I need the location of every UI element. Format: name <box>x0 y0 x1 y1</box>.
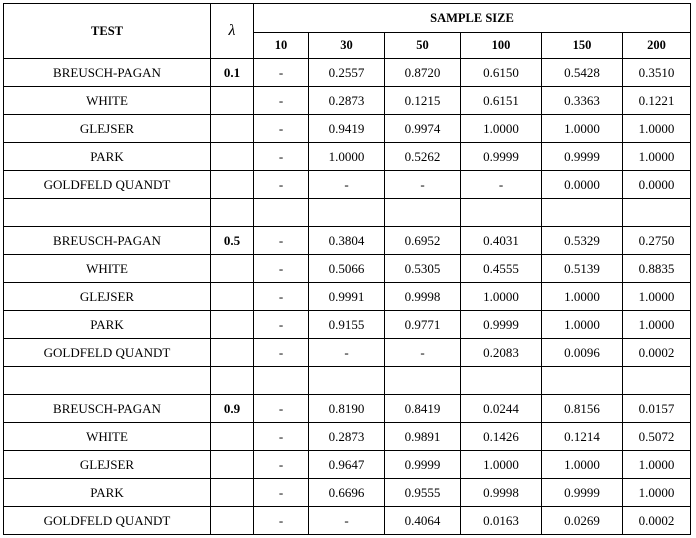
value-cell: 0.8190 <box>309 395 385 423</box>
value-cell: 0.5329 <box>542 227 623 255</box>
value-cell: 0.5262 <box>385 143 461 171</box>
value-cell: 0.9155 <box>309 311 385 339</box>
value-cell: 0.9991 <box>309 283 385 311</box>
lambda-cell <box>211 143 254 171</box>
table-row <box>4 423 691 451</box>
value-cell: 0.0002 <box>623 507 691 535</box>
value-cell: 0.6150 <box>461 59 542 87</box>
test-name-cell: BREUSCH-PAGAN <box>4 59 211 87</box>
value-cell: 0.0000 <box>623 171 691 199</box>
empty-cell <box>461 199 542 227</box>
value-cell: 0.2557 <box>309 59 385 87</box>
value-cell: 0.0000 <box>542 171 623 199</box>
test-name-cell: WHITE <box>4 255 211 283</box>
lambda-column-header <box>211 4 254 59</box>
test-name-cell: BREUSCH-PAGAN <box>4 395 211 423</box>
value-cell: 1.0000 <box>623 451 691 479</box>
empty-cell <box>385 199 461 227</box>
value-cell: 0.6151 <box>461 87 542 115</box>
value-cell: 1.0000 <box>309 143 385 171</box>
table-row <box>4 339 691 367</box>
empty-cell <box>211 199 254 227</box>
value-cell: - <box>254 143 309 171</box>
value-cell: 0.4031 <box>461 227 542 255</box>
value-cell: - <box>309 339 385 367</box>
value-cell: - <box>254 255 309 283</box>
value-cell: 1.0000 <box>542 311 623 339</box>
results-table <box>3 3 691 535</box>
sample-size-30: 30 <box>309 33 385 59</box>
test-name-cell: BREUSCH-PAGAN <box>4 227 211 255</box>
empty-cell <box>542 199 623 227</box>
value-cell: 1.0000 <box>461 115 542 143</box>
table-row <box>4 255 691 283</box>
lambda-cell <box>211 115 254 143</box>
table-row <box>4 143 691 171</box>
table-row <box>4 87 691 115</box>
value-cell: 0.8835 <box>623 255 691 283</box>
test-name-cell: PARK <box>4 311 211 339</box>
empty-cell <box>4 199 211 227</box>
lambda-cell: 0.9 <box>211 395 254 423</box>
value-cell: 1.0000 <box>461 451 542 479</box>
value-cell: 1.0000 <box>542 115 623 143</box>
value-cell: - <box>254 59 309 87</box>
value-cell: - <box>254 311 309 339</box>
value-cell: 0.1214 <box>542 423 623 451</box>
lambda-symbol: λ <box>228 22 236 39</box>
empty-cell <box>542 367 623 395</box>
table-row <box>4 507 691 535</box>
value-cell: 0.9998 <box>385 283 461 311</box>
value-cell: 1.0000 <box>623 143 691 171</box>
empty-cell <box>211 367 254 395</box>
value-cell: - <box>385 171 461 199</box>
value-cell: - <box>254 87 309 115</box>
value-cell: 0.0002 <box>623 339 691 367</box>
sample-size-150: 150 <box>542 33 623 59</box>
table-row <box>4 227 691 255</box>
value-cell: - <box>385 339 461 367</box>
sample-size-header: SAMPLE SIZE <box>254 4 691 33</box>
empty-cell <box>4 367 211 395</box>
lambda-cell <box>211 311 254 339</box>
value-cell: - <box>254 171 309 199</box>
value-cell: 0.5066 <box>309 255 385 283</box>
value-cell: 0.0269 <box>542 507 623 535</box>
value-cell: - <box>254 479 309 507</box>
empty-cell <box>254 199 309 227</box>
value-cell: - <box>309 171 385 199</box>
table-row <box>4 311 691 339</box>
empty-cell <box>461 367 542 395</box>
lambda-cell <box>211 255 254 283</box>
value-cell: 0.4555 <box>461 255 542 283</box>
table-row <box>4 395 691 423</box>
test-column-header: TEST <box>4 4 211 59</box>
test-name-cell: WHITE <box>4 87 211 115</box>
value-cell: - <box>461 171 542 199</box>
value-cell: - <box>254 227 309 255</box>
test-name-cell: PARK <box>4 479 211 507</box>
empty-cell <box>309 199 385 227</box>
value-cell: 0.5139 <box>542 255 623 283</box>
value-cell: 1.0000 <box>623 311 691 339</box>
lambda-cell <box>211 423 254 451</box>
value-cell: 0.6952 <box>385 227 461 255</box>
value-cell: 0.1221 <box>623 87 691 115</box>
value-cell: 0.9555 <box>385 479 461 507</box>
lambda-cell: 0.1 <box>211 59 254 87</box>
value-cell: 0.2083 <box>461 339 542 367</box>
value-cell: 1.0000 <box>542 283 623 311</box>
value-cell: - <box>254 115 309 143</box>
value-cell: - <box>254 507 309 535</box>
sample-size-100: 100 <box>461 33 542 59</box>
lambda-cell <box>211 451 254 479</box>
value-cell: 0.5428 <box>542 59 623 87</box>
value-cell: 0.1215 <box>385 87 461 115</box>
value-cell: 0.8720 <box>385 59 461 87</box>
empty-cell <box>254 367 309 395</box>
value-cell: 0.9999 <box>385 451 461 479</box>
header-row-top <box>4 4 691 33</box>
value-cell: 0.9999 <box>461 311 542 339</box>
table-row <box>4 59 691 87</box>
lambda-cell <box>211 507 254 535</box>
value-cell: 0.0157 <box>623 395 691 423</box>
value-cell: 0.9647 <box>309 451 385 479</box>
value-cell: - <box>254 283 309 311</box>
value-cell: - <box>309 507 385 535</box>
value-cell: 0.2750 <box>623 227 691 255</box>
value-cell: 0.0244 <box>461 395 542 423</box>
value-cell: 0.5072 <box>623 423 691 451</box>
test-name-cell: GOLDFELD QUANDT <box>4 507 211 535</box>
value-cell: 0.9999 <box>461 143 542 171</box>
value-cell: 0.4064 <box>385 507 461 535</box>
value-cell: 0.3363 <box>542 87 623 115</box>
value-cell: - <box>254 451 309 479</box>
lambda-cell <box>211 283 254 311</box>
table-row <box>4 115 691 143</box>
value-cell: 0.9891 <box>385 423 461 451</box>
lambda-cell <box>211 171 254 199</box>
table-row <box>4 171 691 199</box>
value-cell: 0.8419 <box>385 395 461 423</box>
value-cell: 0.9419 <box>309 115 385 143</box>
sample-size-10: 10 <box>254 33 309 59</box>
lambda-cell <box>211 479 254 507</box>
value-cell: 0.9998 <box>461 479 542 507</box>
spacer-row <box>4 367 691 395</box>
value-cell: 0.2873 <box>309 87 385 115</box>
test-name-cell: GLEJSER <box>4 451 211 479</box>
table-row <box>4 283 691 311</box>
value-cell: - <box>254 339 309 367</box>
lambda-cell <box>211 87 254 115</box>
value-cell: 0.5305 <box>385 255 461 283</box>
value-cell: 0.0096 <box>542 339 623 367</box>
value-cell: 0.3804 <box>309 227 385 255</box>
value-cell: - <box>254 423 309 451</box>
value-cell: 0.3510 <box>623 59 691 87</box>
value-cell: 1.0000 <box>623 283 691 311</box>
value-cell: - <box>254 395 309 423</box>
lambda-cell <box>211 339 254 367</box>
value-cell: 0.8156 <box>542 395 623 423</box>
test-name-cell: PARK <box>4 143 211 171</box>
value-cell: 0.9974 <box>385 115 461 143</box>
value-cell: 1.0000 <box>461 283 542 311</box>
empty-cell <box>623 367 691 395</box>
test-name-cell: GLEJSER <box>4 283 211 311</box>
table-body <box>4 59 691 535</box>
sample-size-200: 200 <box>623 33 691 59</box>
value-cell: 0.1426 <box>461 423 542 451</box>
sample-size-50: 50 <box>385 33 461 59</box>
spacer-row <box>4 199 691 227</box>
empty-cell <box>309 367 385 395</box>
value-cell: 0.9771 <box>385 311 461 339</box>
value-cell: 0.0163 <box>461 507 542 535</box>
table-row <box>4 479 691 507</box>
table-row <box>4 451 691 479</box>
value-cell: 1.0000 <box>623 115 691 143</box>
empty-cell <box>385 367 461 395</box>
value-cell: 1.0000 <box>623 479 691 507</box>
test-name-cell: GOLDFELD QUANDT <box>4 171 211 199</box>
test-name-cell: GLEJSER <box>4 115 211 143</box>
value-cell: 0.2873 <box>309 423 385 451</box>
value-cell: 0.6696 <box>309 479 385 507</box>
empty-cell <box>623 199 691 227</box>
test-name-cell: GOLDFELD QUANDT <box>4 339 211 367</box>
lambda-cell: 0.5 <box>211 227 254 255</box>
test-name-cell: WHITE <box>4 423 211 451</box>
value-cell: 1.0000 <box>542 451 623 479</box>
value-cell: 0.9999 <box>542 143 623 171</box>
value-cell: 0.9999 <box>542 479 623 507</box>
